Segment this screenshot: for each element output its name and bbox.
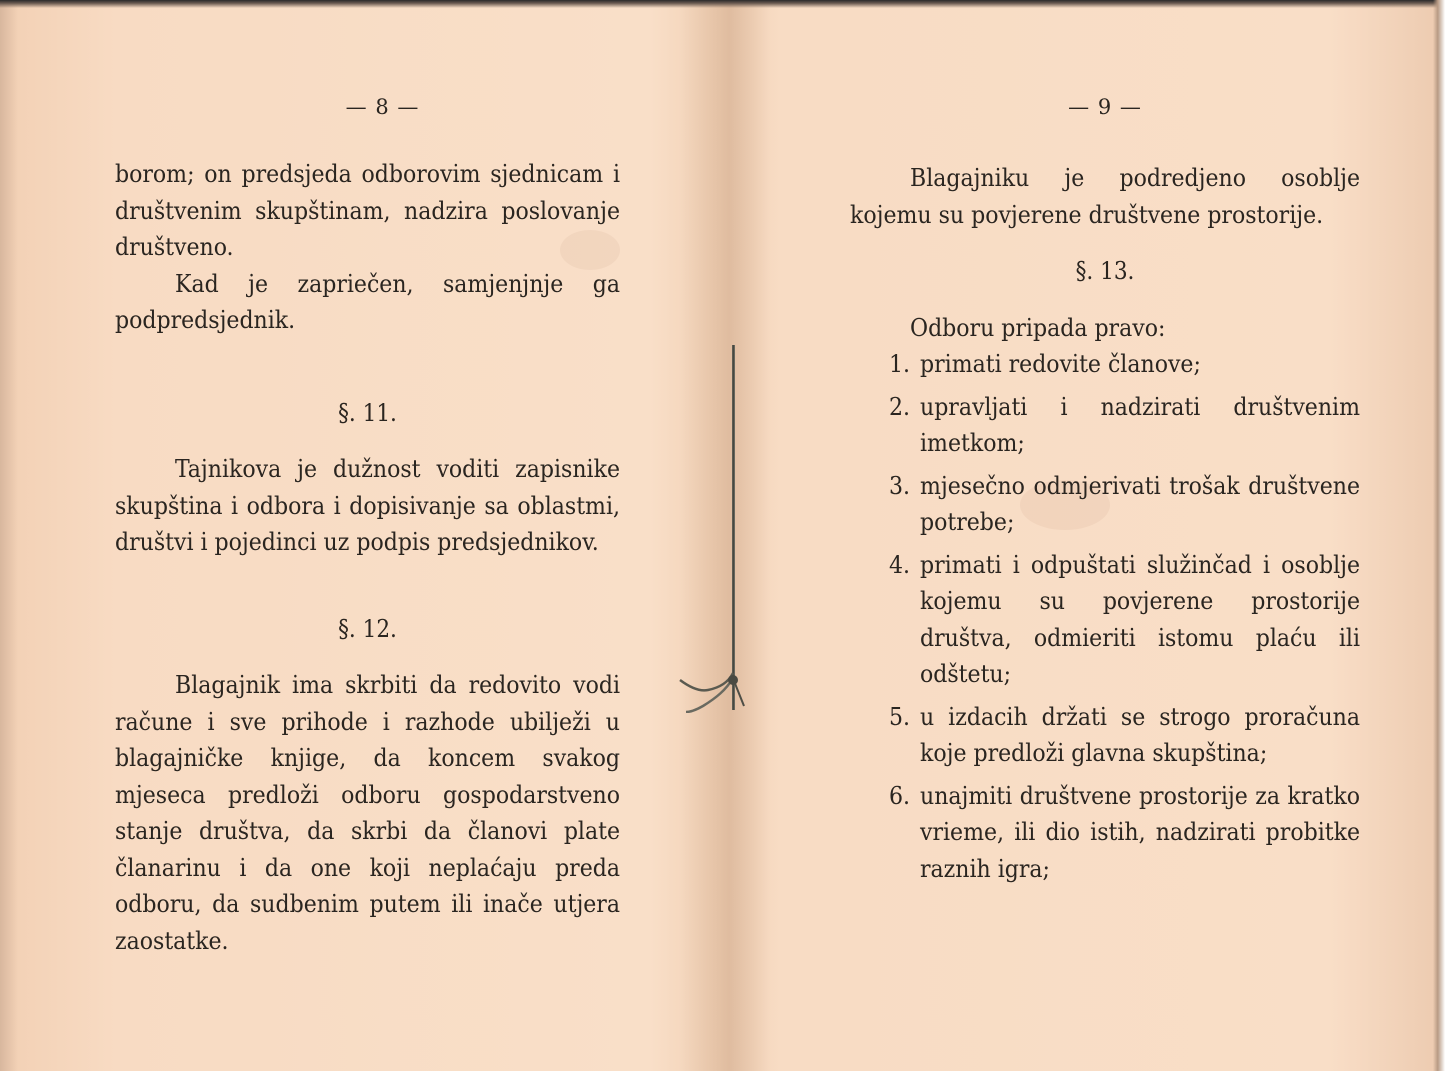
paragraph: Kad je zapriečen, samjenjnje ga podpredsjednik.	[115, 268, 620, 334]
page-number-right: — 9 —	[1068, 95, 1142, 119]
list-item	[850, 699, 1360, 772]
list-number: 4.	[888, 549, 910, 579]
section-heading-11: §. 11.	[338, 398, 397, 427]
section-heading-12: §. 12.	[338, 614, 397, 643]
book-gutter	[680, 0, 770, 1071]
list-text: u izdacih držati se strogo proračuna koje predloži glavna skupština;	[920, 701, 1360, 767]
list-item	[850, 468, 1360, 541]
page-edge-shadow-left	[0, 0, 18, 1071]
list-item	[850, 389, 1360, 462]
list-item	[850, 547, 1360, 693]
binding-thread	[732, 345, 735, 710]
right-page-body	[850, 160, 1360, 893]
paragraph: borom; on predsjeda odborovim sjednicam i društvenim skupštinam, nadzira poslovanje društveno.	[115, 159, 620, 261]
list-text: primati redovite članove;	[920, 349, 1201, 378]
page-number-left: — 8 —	[345, 95, 420, 119]
list-text: primati i odpuštati služinčad i osoblje kojemu su povjerene prostorije društva, odmieriti istomu plaću ili odštetu;	[920, 549, 1360, 688]
list-text: mjesečno odmjerivati trošak društvene potrebe;	[920, 470, 1360, 536]
list-item	[850, 778, 1360, 888]
list-number: 1.	[888, 349, 910, 378]
list-text: upravljati i nadzirati društvenim imetkom;	[920, 391, 1360, 457]
scan-top-edge	[0, 0, 1445, 8]
rights-list	[850, 346, 1360, 887]
scan-right-edge	[1433, 0, 1445, 1071]
section-13-intro: Odboru pripada pravo:	[910, 312, 1166, 342]
list-number: 5.	[888, 701, 910, 731]
list-number: 2.	[888, 391, 910, 421]
thread-knot-icon	[678, 668, 748, 713]
section-heading-13: §. 13.	[1075, 257, 1135, 285]
section-11-text: Tajnikova je dužnost voditi zapisnike skupština i odbora i dopisivanje sa oblastmi, društvi i pojedinci uz podpis predsjednikov.	[115, 454, 620, 556]
left-page-body	[115, 156, 620, 959]
list-text: unajmiti društvene prostorije za kratko vrieme, ili dio istih, nadzirati probitke raznih igra;	[920, 780, 1360, 883]
paragraph: Blagajniku je podredjeno osoblje kojemu su povjerene društvene prostorije.	[850, 163, 1360, 229]
section-12-text: Blagajnik ima skrbiti da redovito vodi račune i sve prihode i razhode ubilježi u blagajničke knjige, da koncem svakog mjeseca predloži odboru gospodarstveno stanje društva, da skrbi da članovi plate članarinu i da one koji neplaćaju preda odboru, da sudbenim putem ili inače utjera zaostatke.	[115, 670, 620, 955]
list-number: 3.	[888, 470, 910, 500]
list-number: 6.	[888, 780, 910, 810]
list-item	[850, 346, 1360, 383]
